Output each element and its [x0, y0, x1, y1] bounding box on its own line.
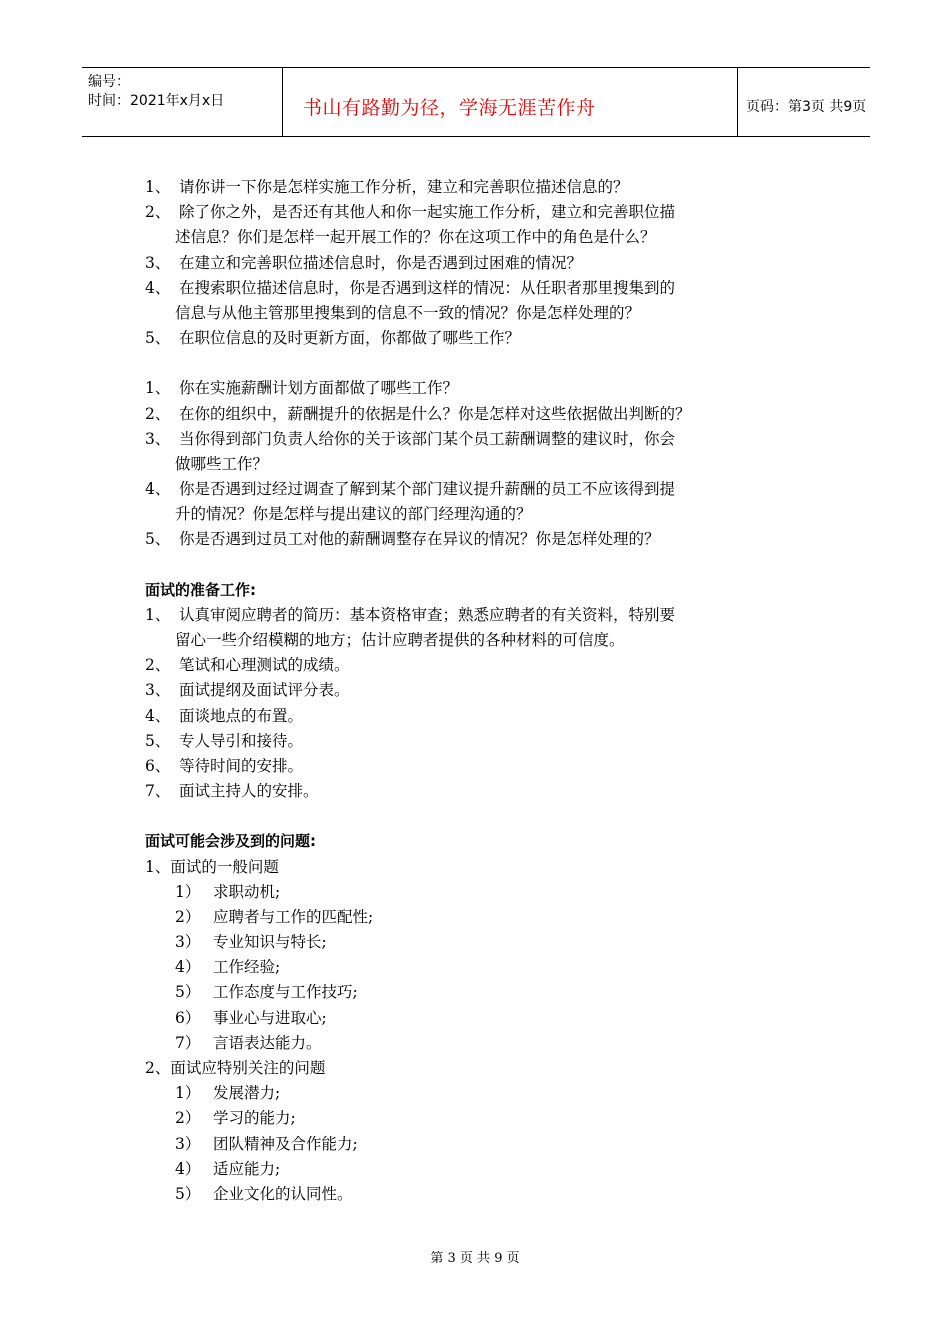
spacer [145, 804, 825, 829]
list-item-continuation: 信息与从他主管那里搜集到的信息不一致的情况？你是怎样处理的？ [175, 303, 641, 322]
group-label: 1、面试的一般问题 [145, 857, 279, 876]
interview-questions-section [145, 829, 825, 1207]
page-header [82, 67, 870, 137]
list-item: 3、 在建立和完善职位描述信息时，你是否遇到过困难的情况？ [145, 253, 583, 272]
list-item: 5、 专人导引和接待。 [145, 731, 304, 750]
header-motto-cell [283, 68, 738, 136]
list-item-continuation: 述信息？你们是怎样一起开展工作的？你在这项工作中的角色是什么？ [175, 228, 656, 247]
sub-item: 2） 应聘者与工作的匹配性; [175, 907, 374, 926]
section-heading: 面试可能会涉及到的问题: [145, 832, 316, 851]
header-info [82, 68, 283, 136]
list-item-continuation: 升的情况？你是怎样与提出建议的部门经理沟通的？ [175, 505, 532, 524]
list-item: 5、 你是否遇到过员工对他的薪酬调整存在异议的情况？你是怎样处理的？ [145, 530, 660, 549]
list-item: 1、 认真审阅应聘者的简历：基本资格审查；熟悉应聘者的有关资料，特别要 [145, 605, 676, 624]
list-item: 2、 在你的组织中，薪酬提升的依据是什么？你是怎样对这些依据做出判断的？ [145, 404, 691, 423]
list-item: 1、 你在实施薪酬计划方面都做了哪些工作？ [145, 379, 459, 398]
sub-item: 7） 言语表达能力。 [175, 1033, 322, 1052]
sub-item: 4） 工作经验; [175, 958, 281, 977]
list-item: 4、 面谈地点的布置。 [145, 706, 304, 725]
sub-item: 3） 团队精神及合作能力; [175, 1134, 358, 1153]
list-item: 4、 你是否遇到过经过调查了解到某个部门建议提升薪酬的员工不应该得到提 [145, 480, 676, 499]
sub-item: 5） 企业文化的认同性。 [175, 1184, 353, 1203]
list-item: 5、 在职位信息的及时更新方面，你都做了哪些工作？ [145, 329, 521, 348]
list-item: 2、 笔试和心理测试的成绩。 [145, 656, 350, 675]
list-item: 2、 除了你之外，是否还有其他人和你一起实施工作分析，建立和完善职位描 [145, 203, 676, 222]
header-page-cell [738, 68, 870, 136]
question-list-job-analysis [145, 175, 825, 351]
list-item: 3、 面试提纲及面试评分表。 [145, 681, 350, 700]
sub-item: 3） 专业知识与特长; [175, 933, 327, 952]
sub-item: 1） 求职动机; [175, 882, 281, 901]
page-label: 页码：第3页 共9页 [746, 99, 867, 115]
sub-item: 6） 事业心与进取心; [175, 1008, 327, 1027]
sub-item: 4） 适应能力; [175, 1159, 281, 1178]
list-item: 4、 在搜索职位描述信息时，你是否遇到这样的情况：从任职者那里搜集到的 [145, 278, 676, 297]
motto: 书山有路勤为径，学海无涯苦作舟 [303, 97, 596, 119]
question-list-compensation [145, 376, 825, 552]
interview-preparation-section [145, 578, 825, 805]
list-item-continuation: 留心一些介绍模糊的地方；估计应聘者提供的各种材料的可信度。 [175, 631, 625, 649]
group-label: 2、面试应特别关注的问题 [145, 1059, 326, 1077]
list-item: 3、 当你得到部门负责人给你的关于该部门某个员工薪酬调整的建议时，你会 [145, 429, 676, 448]
spacer [145, 553, 825, 578]
section-heading: 面试的准备工作: [145, 580, 256, 599]
document-body [145, 175, 825, 1207]
spacer [145, 351, 825, 376]
number-label: 编号： [88, 74, 130, 90]
list-item-continuation: 做哪些工作？ [175, 454, 269, 473]
sub-item: 1） 发展潜力; [175, 1084, 281, 1103]
list-item: 7、 面试主持人的安排。 [145, 782, 319, 801]
sub-item: 5） 工作态度与工作技巧; [175, 983, 358, 1002]
sub-item: 2） 学习的能力; [175, 1109, 296, 1128]
time-label: 时间：2021年x月x日 [88, 93, 225, 109]
list-item: 1、 请你讲一下你是怎样实施工作分析，建立和完善职位描述信息的？ [145, 178, 629, 196]
list-item: 6、 等待时间的安排。 [145, 756, 304, 775]
page-footer: 第 3 页 共 9 页 [430, 1251, 520, 1266]
